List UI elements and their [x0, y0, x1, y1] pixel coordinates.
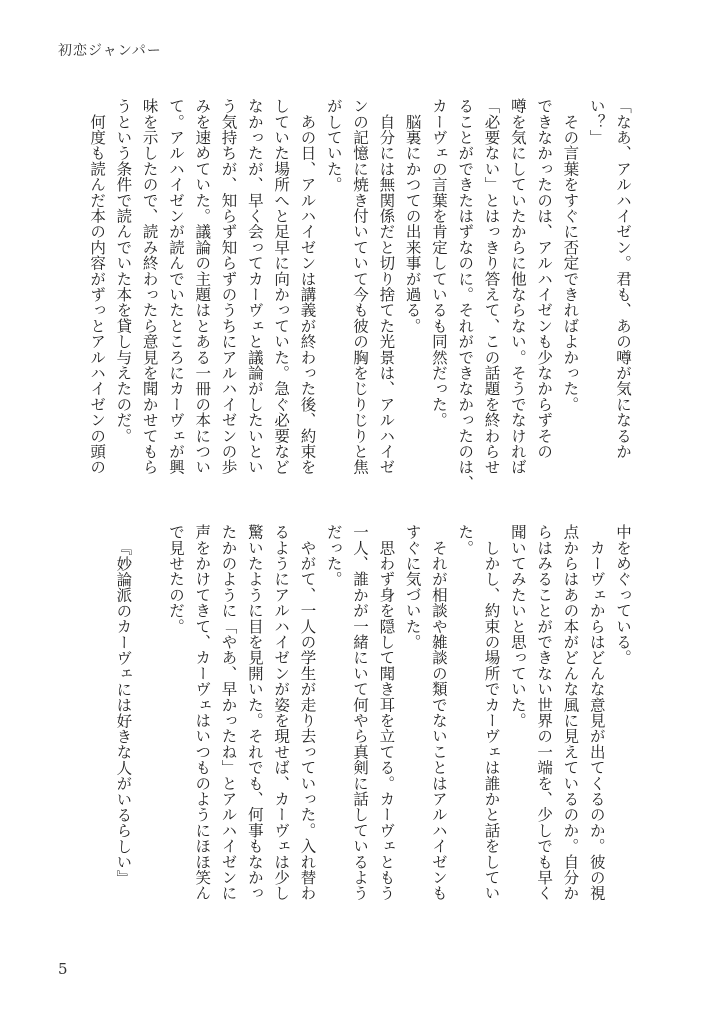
text-column: ることができたはずなのに。それができなかったのは、 [456, 98, 475, 491]
running-title: 初恋ジャンパー [58, 43, 162, 59]
text-column: みを速めていた。議論の主題はとある一冊の本につい [193, 98, 212, 475]
text-column: カーヴェからはどんな意見が出てくるのか。彼の視 [587, 524, 606, 901]
text-column: 思わず身を隠して聞き耳を立てる。カーヴェともう [377, 524, 396, 901]
text-column: なかったが、早く会ってカーヴェと議論がしたいとい [245, 98, 264, 475]
text-column: うという条件で読んでいた本を貸し与えたのだ。 [114, 98, 133, 444]
page-number: 5 [58, 960, 68, 978]
text-column: その言葉をすぐに否定できればよかった。 [561, 98, 580, 412]
text-column: 一人、誰かが一緒にいて何やら真剣に話しているよう [351, 524, 370, 901]
text-column: 中をめぐっている。 [614, 524, 632, 666]
text-column: た。 [456, 524, 475, 556]
text-column: やがて、一人の学生が走り去っていった。入れ替わ [298, 524, 317, 901]
text-column: だった。 [324, 524, 343, 587]
text-column: 驚いたように目を見開いた。それでも、何事もなかっ [245, 524, 264, 901]
text-column: がしていた。 [324, 98, 343, 193]
text-column: るようにアルハイゼンが姿を現せば、カーヴェは少し [272, 524, 291, 901]
text-column: 自分には無関係だと切り捨てた光景は、アルハイゼ [377, 98, 396, 475]
text-column: しかし、約束の場所でカーヴェは誰かと話をしてい [482, 524, 501, 901]
lower-text-tier [110, 524, 636, 914]
text-column: う気持ちが、知らず知らずのうちにアルハイゼンの歩 [219, 98, 238, 475]
text-column: 「なあ、アルハイゼン。君も、あの噂が気になるか [614, 98, 632, 460]
text-column: い？」 [587, 98, 606, 146]
text-column: カーヴェの言葉を肯定しているも同然だった。 [429, 98, 448, 428]
blank-column [136, 524, 162, 914]
text-column: それが相談や雑談の類でないことはアルハイゼンも [429, 524, 448, 901]
upper-text-tier [84, 98, 636, 491]
text-column: 味を示したので、読み終わったら意見を聞かせてもら [140, 98, 159, 475]
text-column: 噂を気にしていたからに他ならない。そうでなければ [508, 98, 527, 475]
text-column: 脳裏にかつての出来事が過る。 [403, 98, 422, 334]
text-column: 何度も読んだ本の内容がずっとアルハイゼンの頭の [88, 98, 107, 475]
text-column: 点からはあの本がどんな風に見えているのか。自分か [561, 524, 580, 901]
text-column: あの日、アルハイゼンは講義が終わった後、約束を [298, 98, 317, 475]
text-column: 声をかけてきて、カーヴェはいつものようにほほ笑ん [193, 524, 212, 901]
text-column: 聞いてみたいと思っていた。 [508, 524, 527, 729]
text-column: していた場所へと足早に向かっていた。急ぐ必要など [272, 98, 291, 475]
text-column: で見せたのだ。 [166, 524, 185, 634]
text-column: 「必要ない」とはっきり答えて、この話題を終わらせ [482, 98, 501, 475]
text-column: できなかったのは、アルハイゼンも少なからずその [535, 98, 554, 460]
text-column: らはみることができない世界の一端を、少しでも早く [535, 524, 554, 901]
quoted-rumor-line: 『妙論派のカーヴェには好きな人がいるらしい』 [114, 539, 133, 885]
text-column: すぐに気づいた。 [403, 524, 422, 650]
text-column: たかのように「やあ、早かったね」とアルハイゼンに [219, 524, 238, 901]
text-column: ンの記憶に焼き付いていて今も彼の胸をじりじりと焦 [351, 98, 370, 475]
text-column: て。アルハイゼンが読んでいたところにカーヴェが興 [166, 98, 185, 475]
